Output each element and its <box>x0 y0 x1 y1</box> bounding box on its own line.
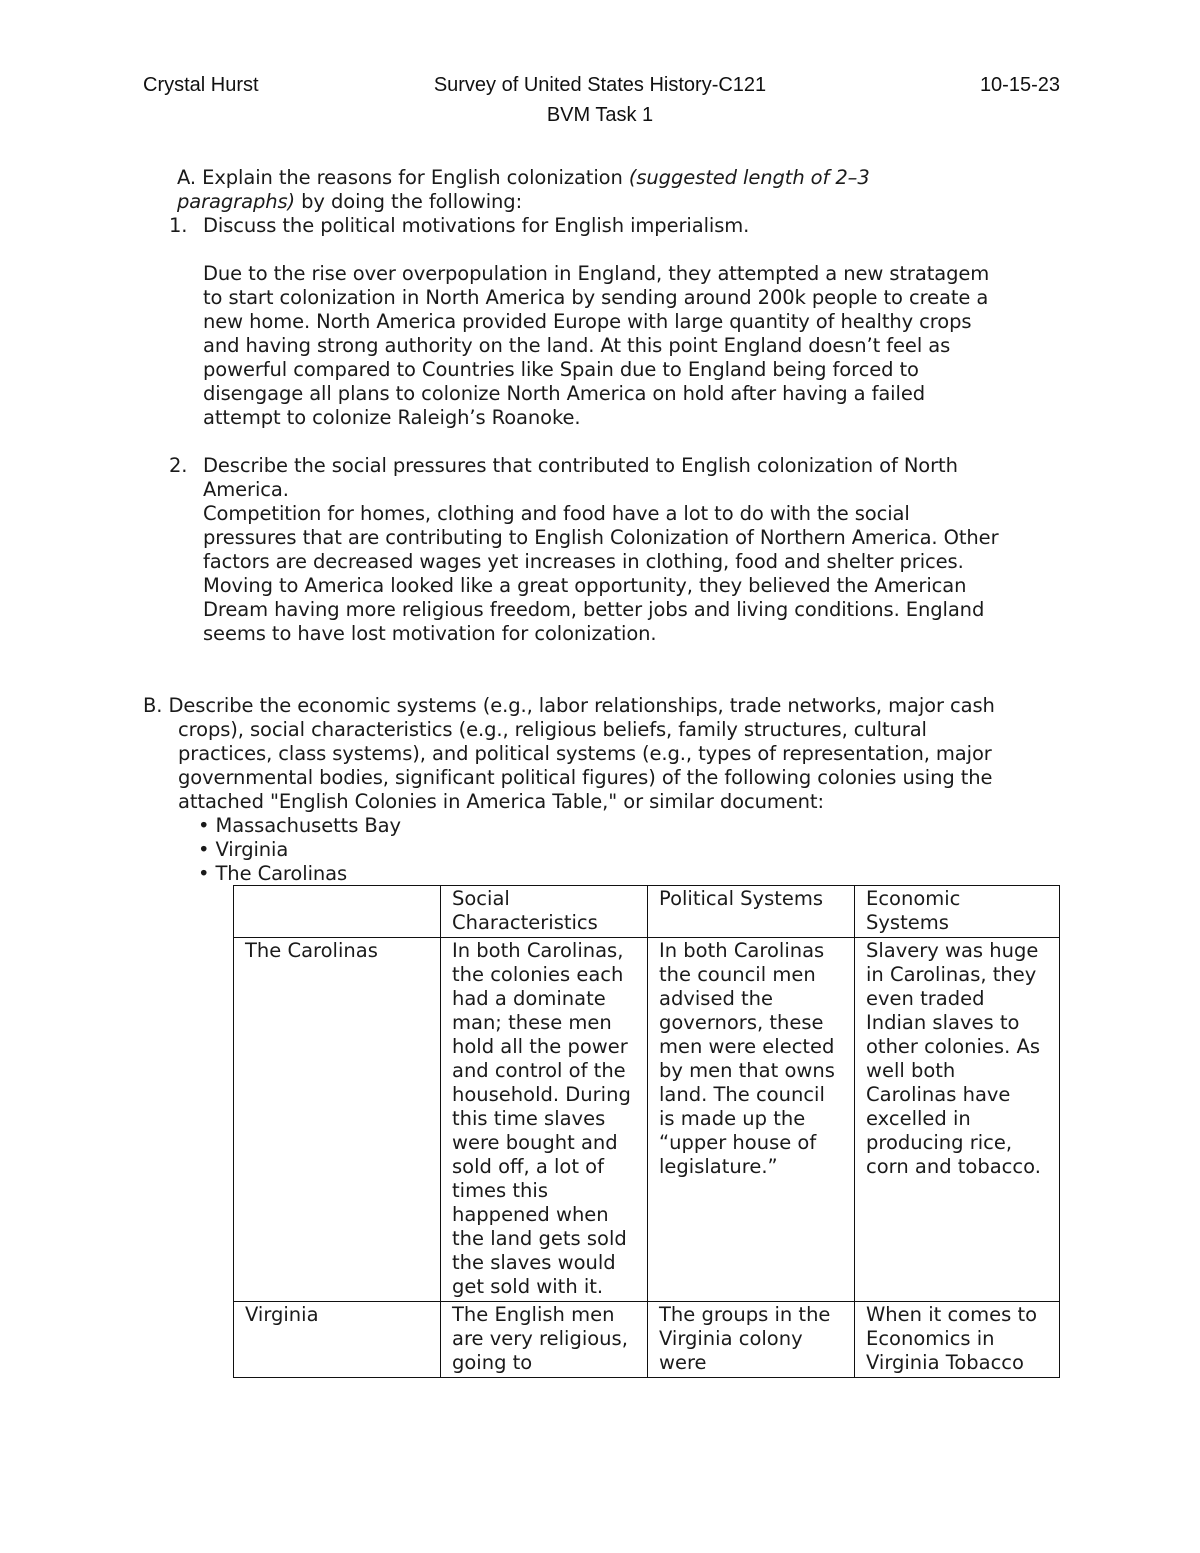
answer-line: Dream having more religious freedom, better jobs and living conditions. England <box>203 598 985 621</box>
colonies-table <box>233 885 1060 1378</box>
question-1-answer <box>203 262 989 430</box>
task-title: BVM Task 1 <box>546 104 654 126</box>
section-b-prompt <box>143 694 995 814</box>
question-2-number: 2. <box>169 454 188 477</box>
answer-line: Competition for homes, clothing and food have a lot to do with the social <box>203 502 910 525</box>
list-item: • Virginia <box>198 838 289 861</box>
question-2 <box>169 454 187 478</box>
question-1-text: Discuss the political motivations for English imperialism. <box>203 214 750 237</box>
table-cell-political: In both Carolinas the council men advised the governors, these men were elected by men that owns land. The council is made up the “upper house of legislature.” <box>648 938 855 1302</box>
prompt-line: attached "English Colonies in America Table," or similar document: <box>178 790 824 813</box>
prompt-text-cont: by doing the following: <box>295 190 523 213</box>
answer-line: seems to have lost motivation for colonization. <box>203 622 657 645</box>
question-1-text-block <box>203 214 749 238</box>
answer-line: powerful compared to Countries like Spain due to England being forced to <box>203 358 919 381</box>
answer-line: to start colonization in North America by sending around 200k people to create a <box>203 286 989 309</box>
answer-line: Due to the rise over overpopulation in England, they attempted a new stratagem <box>203 262 990 285</box>
answer-line: pressures that are contributing to English Colonization of Northern America. Other <box>203 526 999 549</box>
table-cell-colony: Virginia <box>234 1302 441 1378</box>
list-item: • Massachusetts Bay <box>198 814 401 837</box>
table-cell-political: The groups in the Virginia colony were <box>648 1302 855 1378</box>
table-row <box>234 938 1060 1302</box>
table-cell-social: In both Carolinas, the colonies each had a dominate man; these men hold all the power and control of the household. During this time slaves were bought and sold off, a lot of times this happened when the land gets sold the slaves would get sold with it. <box>441 938 648 1302</box>
list-item: • The Carolinas <box>198 862 348 885</box>
prompt-line: governmental bodies, significant political figures) of the following colonies using the <box>178 766 993 789</box>
question-2-text: Describe the social pressures that contributed to English colonization of North <box>203 454 958 477</box>
question-1 <box>169 214 187 238</box>
question-2-text: America. <box>203 478 289 501</box>
answer-line: disengage all plans to colonize North America on hold after having a failed <box>203 382 925 405</box>
table-header-cell: Social Characteristics <box>441 886 648 938</box>
colony-bullet-list <box>198 814 401 886</box>
answer-line: new home. North America provided Europe with large quantity of healthy crops <box>203 310 972 333</box>
table-cell-social: The English men are very religious, going to <box>441 1302 648 1378</box>
prompt-line: B. Describe the economic systems (e.g., labor relationships, trade networks, major cash <box>143 694 995 717</box>
prompt-length-note-cont: paragraphs) <box>177 190 296 213</box>
author-name: Crystal Hurst <box>143 74 259 96</box>
table-header-row <box>234 886 1060 938</box>
document-date: 10-15-23 <box>979 74 1060 96</box>
answer-line: factors are decreased wages yet increases in clothing, food and shelter prices. <box>203 550 964 573</box>
question-2-block <box>203 454 999 646</box>
table-row <box>234 1302 1060 1378</box>
table-header-cell <box>234 886 441 938</box>
table-cell-economic: Slavery was huge in Carolinas, they even traded Indian slaves to other colonies. As well both Carolinas have excelled in producing rice, corn and tobacco. <box>855 938 1060 1302</box>
prompt-line: practices, class systems), and political systems (e.g., types of representation, major <box>178 742 992 765</box>
course-title: Survey of United States History-C121 <box>433 74 767 96</box>
answer-line: Moving to America looked like a great opportunity, they believed the American <box>203 574 967 597</box>
table-header-cell: Political Systems <box>648 886 855 938</box>
table-cell-economic: When it comes to Economics in Virginia Tobacco <box>855 1302 1060 1378</box>
prompt-length-note: (suggested length of 2–3 <box>628 166 870 189</box>
table-header-cell: Economic Systems <box>855 886 1060 938</box>
answer-line: and having strong authority on the land. At this point England doesn’t feel as <box>203 334 951 357</box>
table-cell-colony: The Carolinas <box>234 938 441 1302</box>
answer-line: attempt to colonize Raleigh’s Roanoke. <box>203 406 581 429</box>
prompt-line: crops), social characteristics (e.g., religious beliefs, family structures, cultural <box>178 718 927 741</box>
section-a-prompt <box>177 166 870 214</box>
question-1-number: 1. <box>169 214 188 237</box>
prompt-text: A. Explain the reasons for English colonization <box>177 166 629 189</box>
